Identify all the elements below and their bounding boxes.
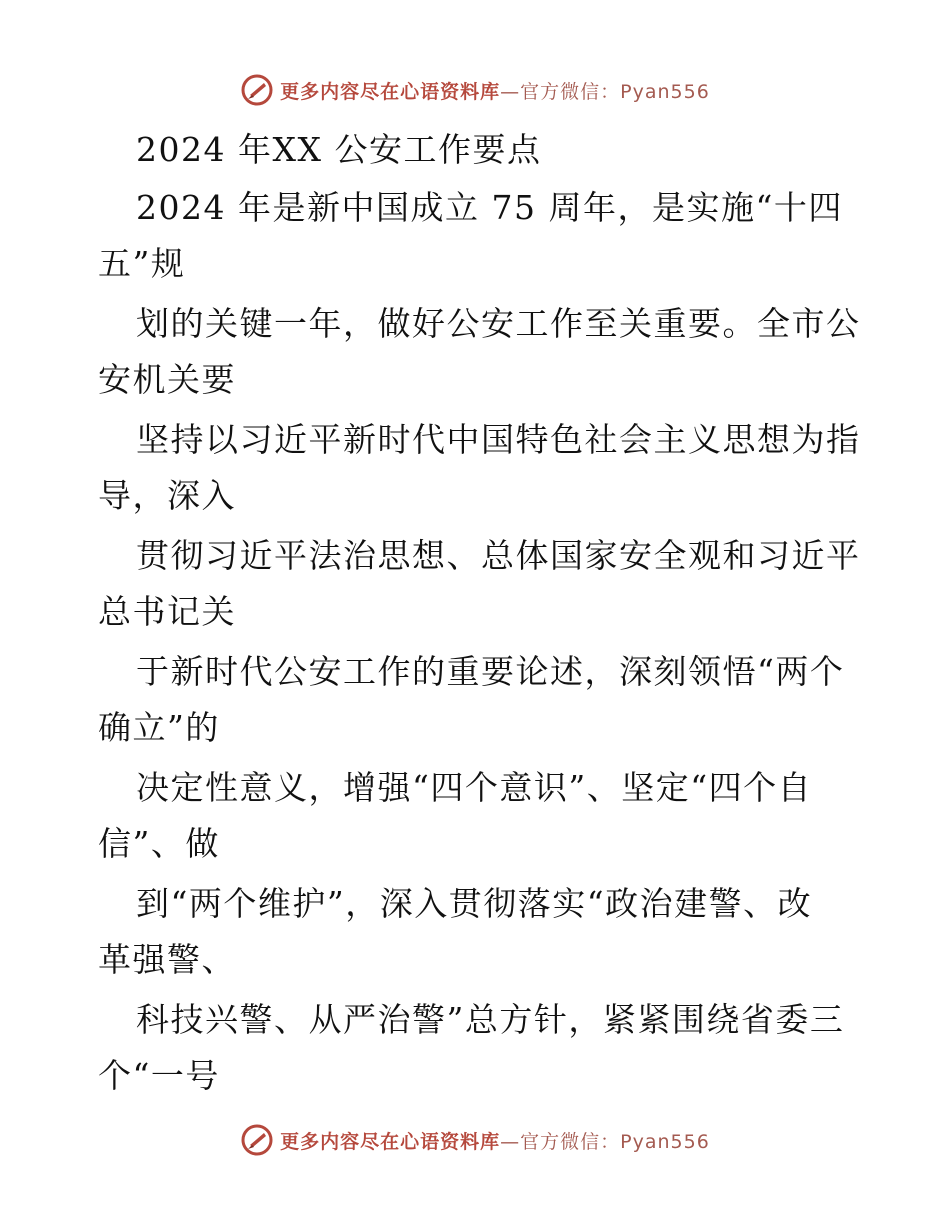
paragraph-line: 确立”的 <box>98 708 220 747</box>
watermark-main-text: 更多内容尽在心语资料库 <box>280 1130 501 1153</box>
paragraph-line: 贯彻习近平法治思想、总体国家安全观和习近平 <box>136 536 861 575</box>
footer-watermark <box>0 1120 950 1160</box>
watermark-sub-text: —官方微信：Pyan556 <box>500 80 710 103</box>
watermark-text <box>280 77 710 104</box>
paragraph-line: 革强警、 <box>98 940 236 979</box>
paragraph-line: 导，深入 <box>98 476 236 515</box>
paragraph-line: 坚持以习近平新时代中国特色社会主义思想为指 <box>136 420 861 459</box>
paragraph-line: 划的关键一年，做好公安工作至关重要。全市公 <box>136 304 861 343</box>
paragraph-line: 五”规 <box>98 244 186 283</box>
paragraph-line: 信”、做 <box>98 824 220 863</box>
watermark-sub-text: —官方微信：Pyan556 <box>500 1130 710 1153</box>
paragraph-line: 于新时代公安工作的重要论述，深刻领悟“两个 <box>136 652 845 691</box>
logo-icon <box>240 73 274 107</box>
watermark-text <box>280 1127 710 1154</box>
paragraph-line: 安机关要 <box>98 360 236 399</box>
paragraph-line: 到“两个维护”，深入贯彻落实“政治建警、改 <box>136 884 813 923</box>
paragraph-line: 总书记关 <box>98 592 236 631</box>
document-title: 2024 年XX 公安工作要点 <box>136 130 542 169</box>
paragraph-line: 决定性意义，增强“四个意识”、坚定“四个自 <box>136 768 813 807</box>
watermark-main-text: 更多内容尽在心语资料库 <box>280 80 501 103</box>
paragraph-line: 科技兴警、从严治警”总方针，紧紧围绕省委三 <box>136 1000 845 1039</box>
paragraph-line: 2024 年是新中国成立 75 周年，是实施“十四 <box>136 188 843 227</box>
header-watermark <box>0 70 950 110</box>
logo-icon <box>240 1123 274 1157</box>
paragraph-line: 个“一号 <box>98 1056 220 1095</box>
